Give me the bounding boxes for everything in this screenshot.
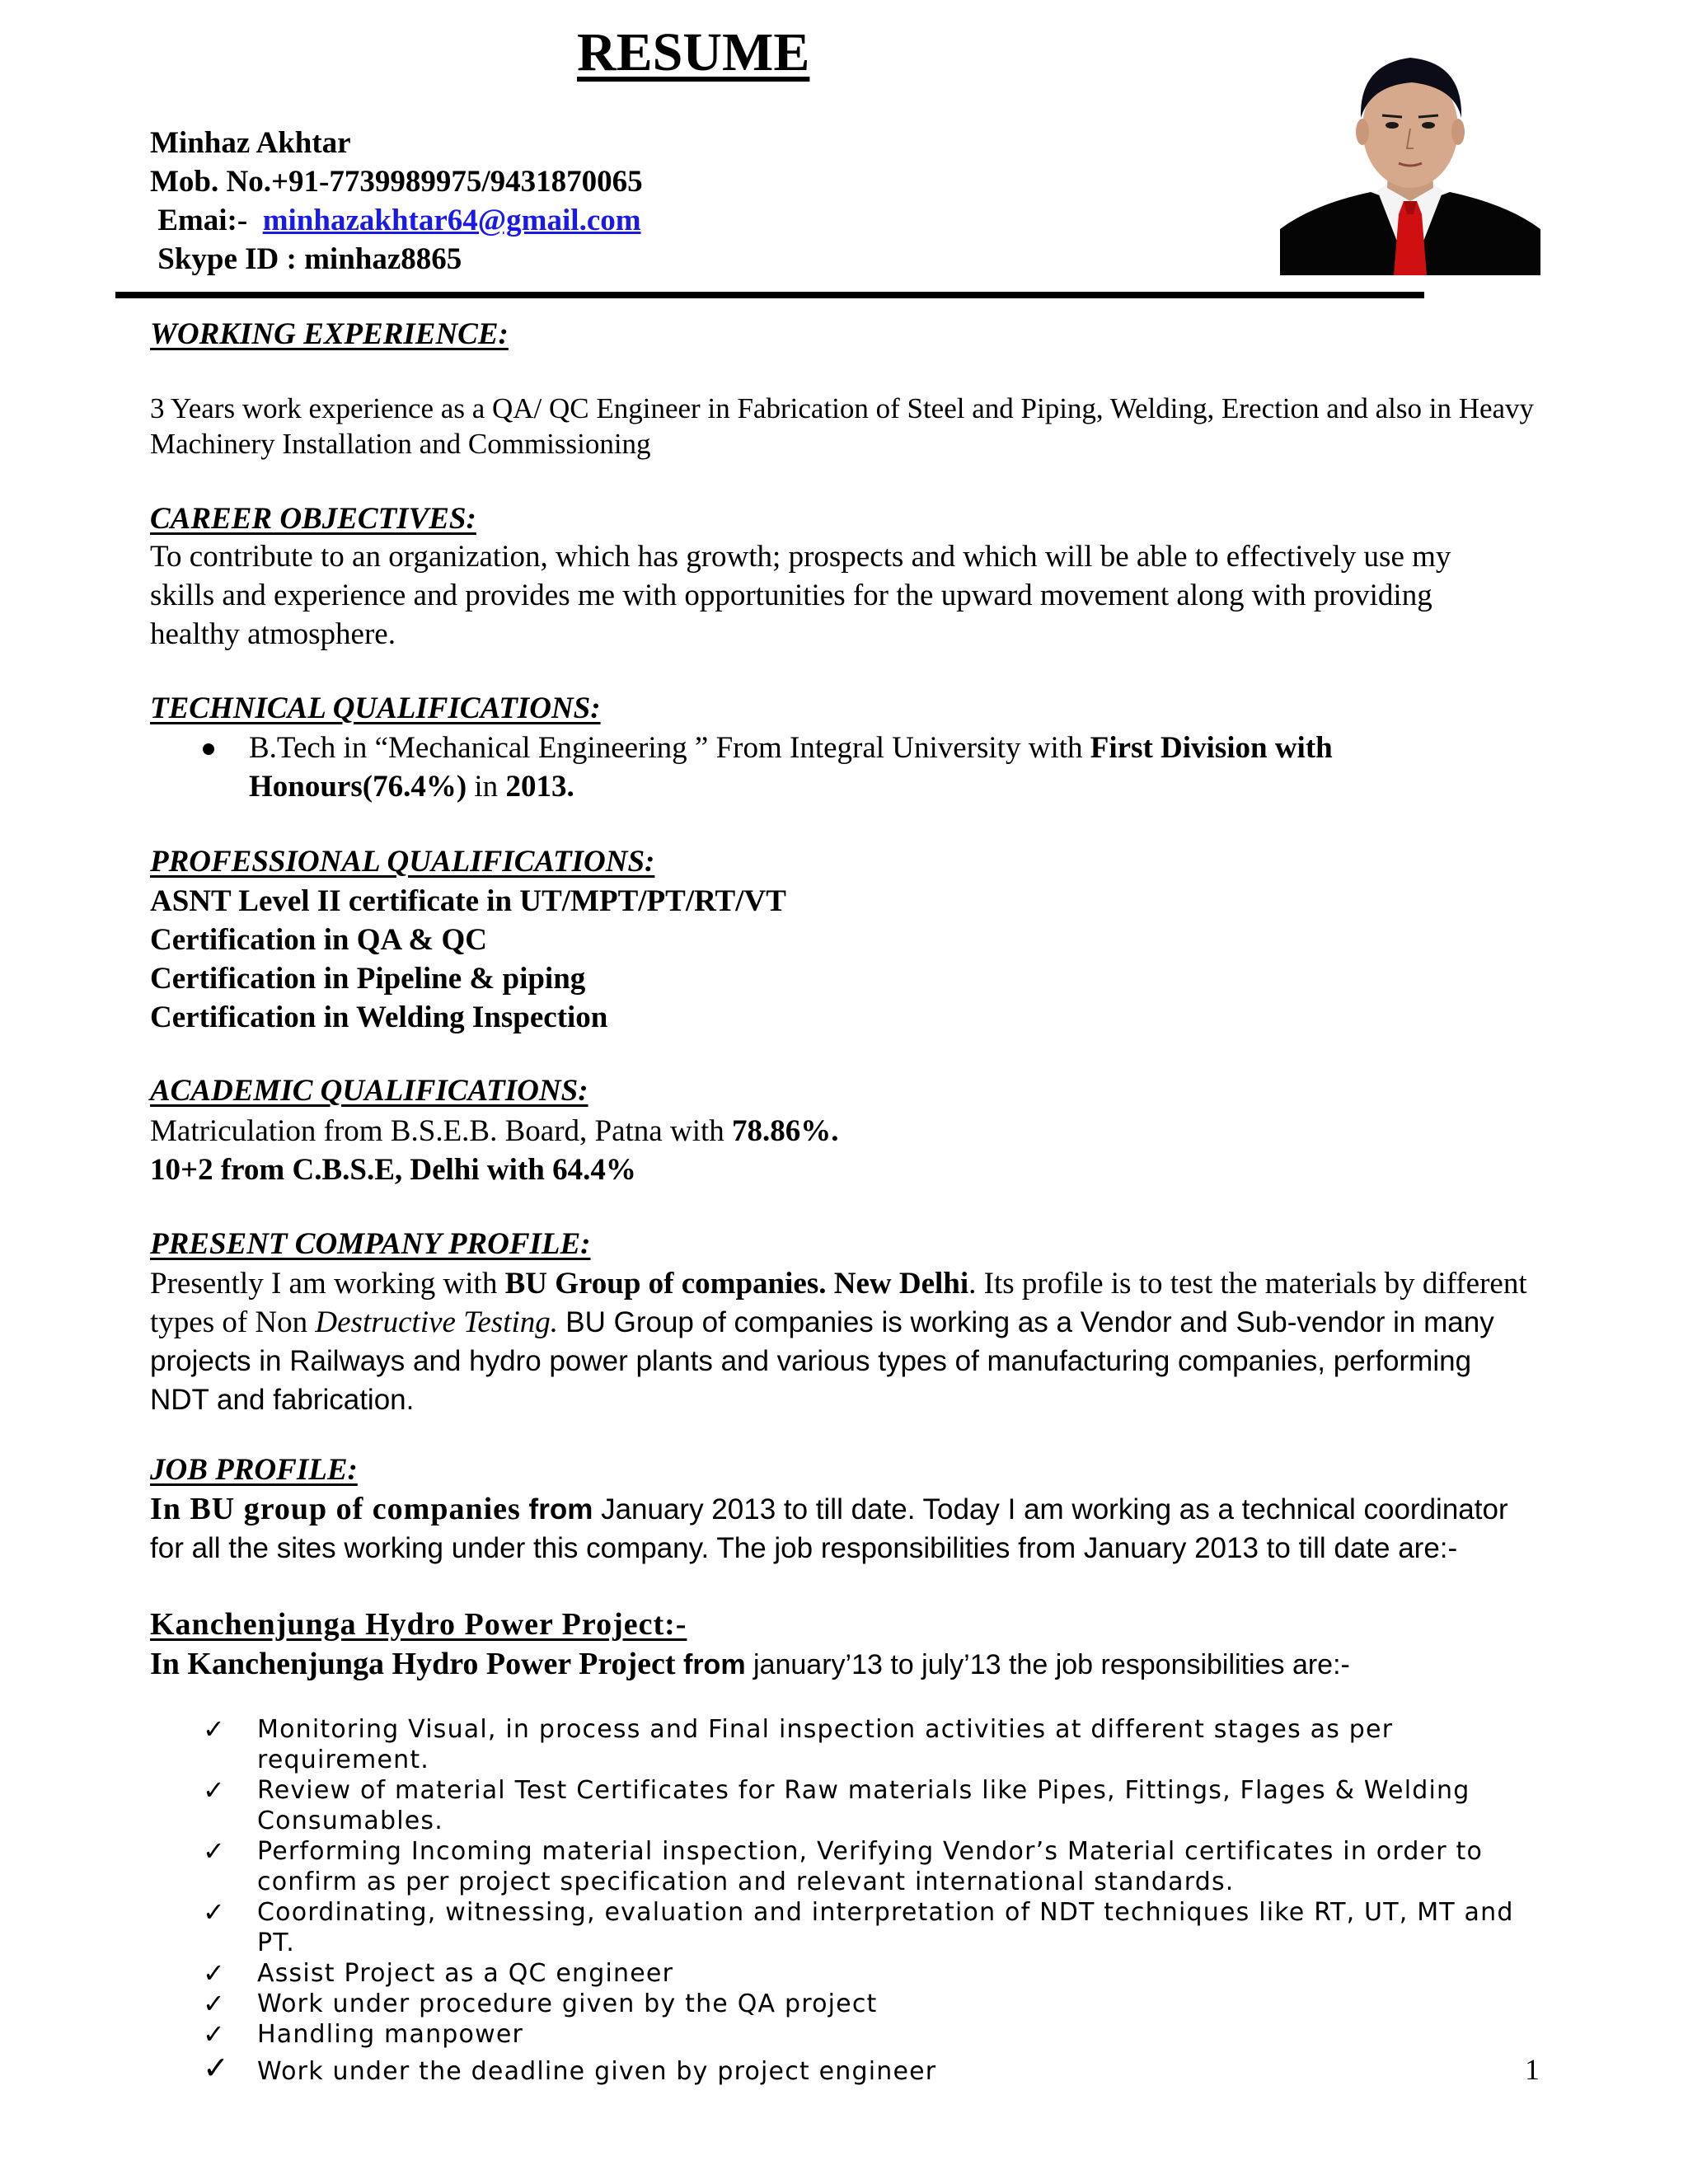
header-divider (115, 292, 1424, 298)
job-profile-heading: JOB PROFILE: (150, 1453, 358, 1487)
profile-photo-illustration (1280, 40, 1540, 275)
professional-qualification-item: Certification in QA & QC (150, 923, 488, 957)
skype-id: Skype ID : minhaz8865 (157, 242, 462, 276)
present-company-heading: PRESENT COMPANY PROFILE: (150, 1227, 591, 1261)
page-title: RESUME (577, 22, 810, 82)
technical-qualifications-heading: TECHNICAL QUALIFICATIONS: (150, 691, 601, 725)
technical-qualification-item: B.Tech in “Mechanical Engineering ” From Integral University with First Division with (249, 731, 1333, 765)
checkmark-icon: ✓ (203, 1896, 227, 1928)
list-item: ✓ Coordinating, witnessing, evaluation and interpretation of NDT techniques like RT, UT, MT and PT. (203, 1896, 1514, 1957)
email-link[interactable]: minhazakhtar64@gmail.com (262, 204, 641, 237)
career-objectives-heading: CAREER OBJECTIVES: (150, 502, 476, 536)
checkmark-icon: ✓ (203, 1957, 227, 1989)
project-intro: In Kanchenjunga Hydro Power Project from january’13 to july’13 the job responsibilities are:- (150, 1647, 1350, 1681)
checkmark-icon: ✓ (203, 1774, 227, 1806)
professional-qualification-item: Certification in Pipeline & piping (150, 962, 586, 996)
list-item: ✓ Review of material Test Certificates for Raw materials like Pipes, Fittings, Flages & Welding Consumables. (203, 1774, 1470, 1835)
academic-qualifications-heading: ACADEMIC QUALIFICATIONS: (150, 1074, 588, 1108)
academic-qualification-matric: Matriculation from B.S.E.B. Board, Patna with 78.86%. (150, 1114, 839, 1148)
checkmark-icon: ✓ (203, 1713, 227, 1745)
candidate-name: Minhaz Akhtar (150, 126, 351, 160)
list-item: ✓ Monitoring Visual, in process and Final inspection activities at different stages as per requirement. (203, 1713, 1394, 1774)
checkmark-icon: ✓ (203, 2050, 231, 2086)
working-experience-heading: WORKING EXPERIENCE: (150, 317, 509, 351)
project-heading: Kanchenjunga Hydro Power Project:- (150, 1607, 687, 1642)
checkmark-icon: ✓ (203, 1835, 227, 1867)
email-label: Emai:- (157, 204, 248, 237)
professional-qualification-item: Certification in Welding Inspection (150, 1001, 608, 1034)
bullet-icon (203, 743, 214, 755)
list-item: ✓ Work under procedure given by the QA project (203, 1988, 878, 2019)
career-objectives-text: To contribute to an organization, which has growth; prospects and which will be able to effectively use my skills and experience and provides me with opportunities for the upward movement along with providing healthy atmosphere. (150, 540, 1451, 651)
list-item: ✓ Handling manpower (203, 2018, 524, 2050)
contact-block (150, 124, 643, 279)
list-item: ✓ Performing Incoming material inspection, Verifying Vendor’s Material certificates in order to confirm as per project specification and relevant international standards. (203, 1835, 1484, 1896)
working-experience-text: 3 Years work experience as a QA/ QC Engineer in Fabrication of Steel and Piping, Welding, Erection and also in Heavy Machinery Installation and Commissioning (150, 392, 1535, 460)
list-item: ✓ Assist Project as a QC engineer (203, 1957, 674, 1989)
technical-qualification-item-cont: Honours(76.4%) in 2013. (249, 770, 574, 804)
professional-qualification-item: ASNT Level II certificate in UT/MPT/PT/RT/VT (150, 884, 786, 918)
page-number: 1 (1525, 2053, 1540, 2086)
mobile-number: Mob. No.+91-7739989975/9431870065 (150, 165, 643, 199)
list-item: ✓ Work under the deadline given by project engineer (203, 2050, 937, 2086)
checkmark-icon: ✓ (203, 2018, 227, 2050)
checkmark-icon: ✓ (203, 1988, 227, 2019)
profile-photo (1280, 40, 1540, 275)
email-line (150, 201, 643, 240)
present-company-text: Presently I am working with BU Group of companies. New Delhi. Its profile is to test the materials by different types of Non Destructive Testing. BU Group of companies is working as a Vendor and Sub-vendor in many projects in Railways and hydro power plants and various types of manufacturing companies, performing NDT and fabrication. (150, 1267, 1527, 1416)
job-profile-intro: In BU group of companies from January 2013 to till date. Today I am working as a technical coordinator for all the sites working under this company. The job responsibilities from January 2013 to till date are:- (150, 1492, 1508, 1564)
academic-qualification-intermediate: 10+2 from C.B.S.E, Delhi with 64.4% (150, 1153, 636, 1187)
responsibilities-list (203, 1714, 1546, 2087)
professional-qualifications-heading: PROFESSIONAL QUALIFICATIONS: (150, 845, 655, 879)
